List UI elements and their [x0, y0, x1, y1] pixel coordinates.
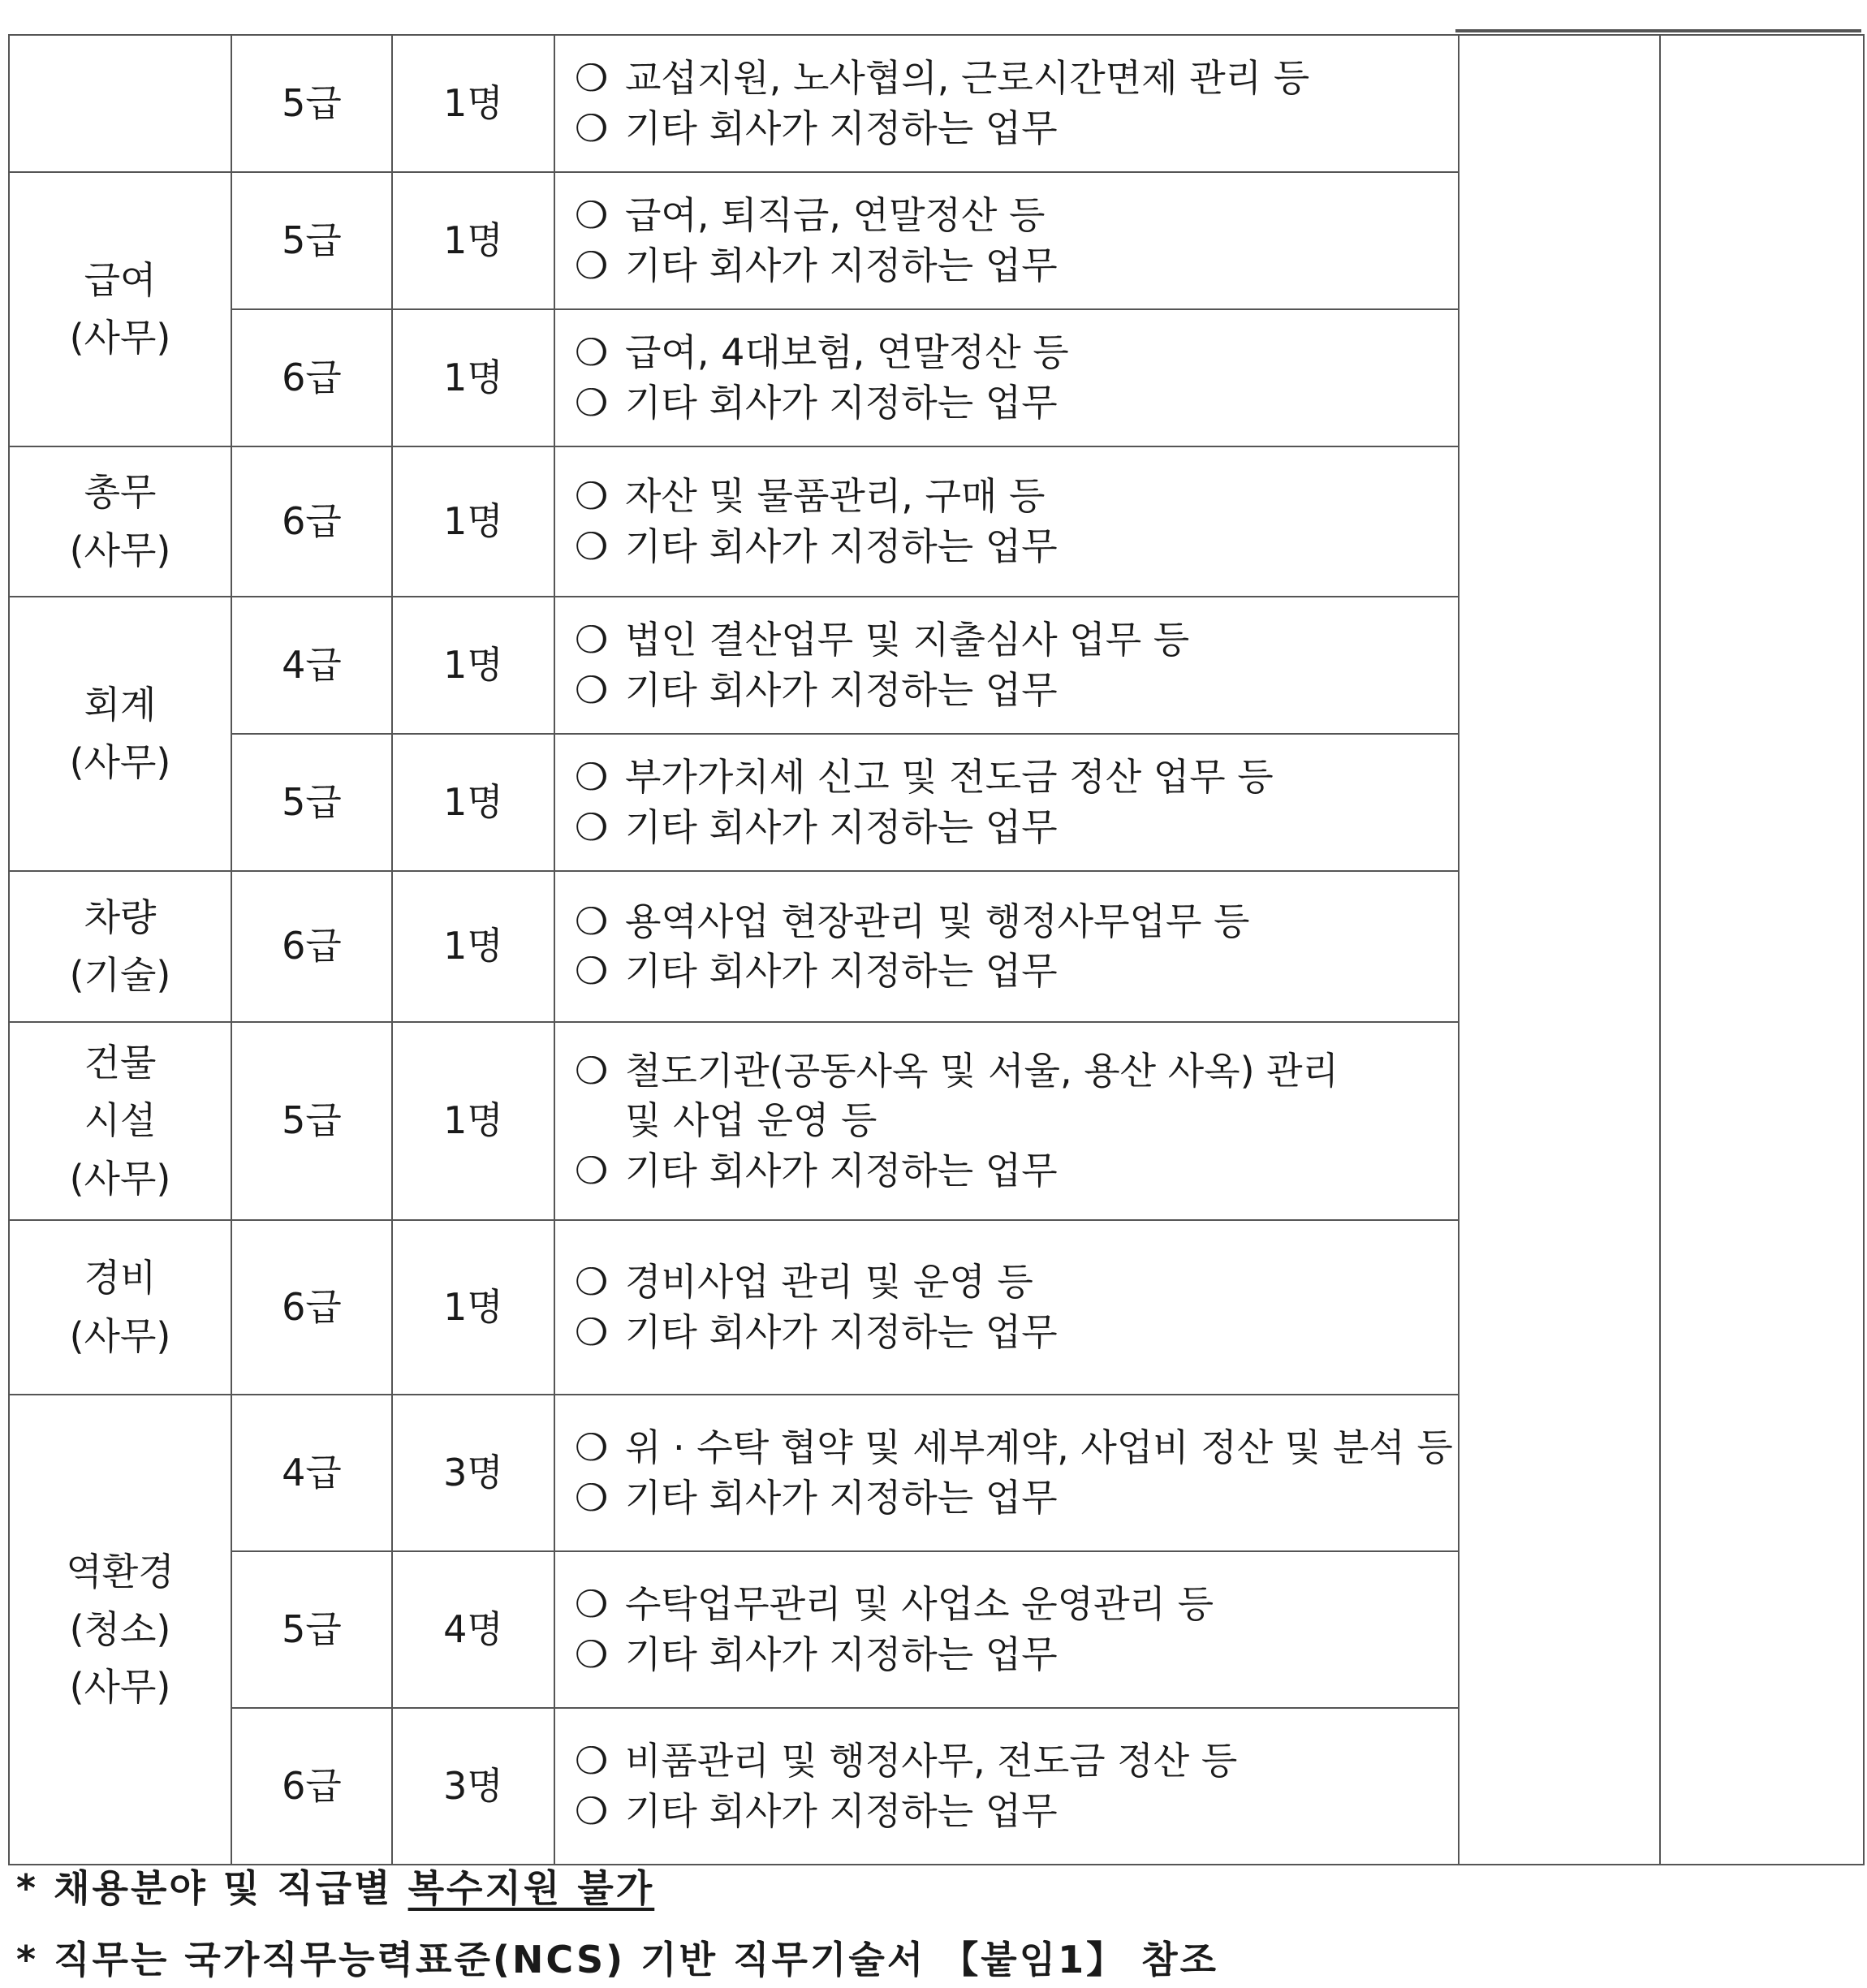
circle-bullet-icon: ❍ [575, 106, 609, 150]
field-cell [9, 35, 231, 172]
grade-cell: 6급 [231, 309, 392, 446]
duty-text: 기타 회사가 지정하는 업무 [625, 1788, 1058, 1833]
duty-cell [554, 1708, 1459, 1865]
note-emphasis: 복수지원 불가 [407, 1866, 655, 1910]
grade-cell: 6급 [231, 446, 392, 597]
duty-item [575, 106, 1438, 151]
field-label-line: 총무 [84, 470, 157, 515]
field-label-line: (기술) [69, 953, 171, 997]
duty-item [575, 949, 1438, 994]
duty-item [575, 1260, 1438, 1304]
blank-column-cell [1660, 35, 1864, 1865]
circle-bullet-icon: ❍ [575, 474, 609, 519]
duty-cell [554, 1220, 1459, 1395]
duty-item [575, 1310, 1438, 1355]
duty-cell [554, 871, 1459, 1022]
duty-item [575, 1582, 1438, 1627]
circle-bullet-icon: ❍ [575, 755, 609, 800]
headcount-cell: 1명 [392, 734, 554, 871]
circle-bullet-icon: ❍ [575, 1425, 609, 1470]
duty-text: 및 사업 운영 등 [625, 1098, 877, 1143]
duty-item [575, 1476, 1438, 1520]
duty-item [575, 474, 1438, 519]
headcount-cell: 1명 [392, 446, 554, 597]
circle-bullet-icon: ❍ [575, 1148, 609, 1192]
duty-cell [554, 1395, 1459, 1551]
blank-column-cell [1459, 35, 1660, 1865]
duty-cell [554, 597, 1459, 734]
duty-cell [554, 172, 1459, 309]
field-label-line: (청소) [69, 1606, 171, 1651]
duty-text: 급여, 4대보험, 연말정산 등 [625, 330, 1069, 375]
duty-cell [554, 35, 1459, 172]
field-label-line: 시설 [84, 1098, 157, 1143]
duty-item [575, 618, 1438, 662]
circle-bullet-icon: ❍ [575, 804, 609, 849]
circle-bullet-icon: ❍ [575, 56, 609, 101]
headcount-cell: 1명 [392, 35, 554, 172]
duty-text: 기타 회사가 지정하는 업무 [625, 243, 1058, 287]
field-cell [9, 446, 231, 597]
duty-text: 비품관리 및 행정사무, 전도금 정산 등 [625, 1739, 1238, 1783]
field-cell [9, 1022, 231, 1220]
duty-item [575, 1098, 1438, 1143]
field-cell [9, 1220, 231, 1395]
headcount-cell: 1명 [392, 871, 554, 1022]
circle-bullet-icon: ❍ [575, 243, 609, 287]
circle-bullet-icon: ❍ [575, 1739, 609, 1783]
field-label-line: 회계 [84, 682, 157, 727]
duty-text: 법인 결산업무 및 지출심사 업무 등 [625, 618, 1190, 662]
duty-text: 수탁업무관리 및 사업소 운영관리 등 [625, 1582, 1214, 1627]
note-text: * 직무는 국가직무능력표준(NCS) 기반 직무기술서 【붙임1】 참조 [16, 1938, 1219, 1982]
duty-cell [554, 734, 1459, 871]
circle-bullet-icon: ❍ [575, 193, 609, 238]
duty-item [575, 1739, 1438, 1783]
circle-bullet-icon: ❍ [575, 330, 609, 375]
note-ncs-reference [16, 1930, 1218, 1984]
field-label-line: (사무) [69, 1156, 171, 1201]
field-label-line: 역환경 [66, 1549, 175, 1593]
grade-cell: 5급 [231, 1551, 392, 1708]
field-cell [9, 597, 231, 871]
headcount-cell: 3명 [392, 1395, 554, 1551]
duty-cell [554, 309, 1459, 446]
duty-text: 자산 및 물품관리, 구매 등 [625, 474, 1046, 519]
headcount-cell: 4명 [392, 1551, 554, 1708]
duty-cell [554, 1551, 1459, 1708]
circle-bullet-icon: ❍ [575, 524, 609, 568]
duty-item [575, 1049, 1438, 1093]
table-row [9, 35, 1864, 172]
circle-bullet-icon: ❍ [575, 949, 609, 993]
note-multiple-application [16, 1859, 654, 1913]
grade-cell: 5급 [231, 1022, 392, 1220]
duty-item [575, 193, 1438, 238]
duty-text: 교섭지원, 노사협의, 근로시간면제 관리 등 [625, 56, 1310, 101]
circle-bullet-icon: ❍ [575, 380, 609, 425]
duty-cell [554, 1022, 1459, 1220]
grade-cell: 6급 [231, 1220, 392, 1395]
duty-text: 철도기관(공동사옥 및 서울, 용산 사옥) 관리 [625, 1049, 1339, 1093]
duty-text: 부가가치세 신고 및 전도금 정산 업무 등 [625, 755, 1274, 800]
duty-cell [554, 446, 1459, 597]
duty-item [575, 330, 1438, 375]
field-label-line: (사무) [69, 316, 171, 360]
field-cell [9, 1395, 231, 1865]
field-cell [9, 871, 231, 1022]
circle-bullet-icon: ❍ [575, 1049, 609, 1093]
grade-cell: 6급 [231, 1708, 392, 1865]
duty-text: 기타 회사가 지정하는 업무 [625, 1632, 1058, 1676]
duty-item [575, 755, 1438, 800]
duty-item [575, 56, 1438, 101]
duty-item [575, 381, 1438, 425]
duty-item [575, 1632, 1438, 1677]
duty-item [575, 524, 1438, 569]
recruitment-table [8, 34, 1865, 1865]
field-label-line: (사무) [69, 1313, 171, 1358]
circle-bullet-icon: ❍ [575, 1309, 609, 1354]
field-label-line: (사무) [69, 740, 171, 784]
field-label-line: 경비 [84, 1256, 157, 1300]
duty-text: 기타 회사가 지정하는 업무 [625, 524, 1058, 568]
grade-cell: 6급 [231, 871, 392, 1022]
duty-text: 급여, 퇴직금, 연말정산 등 [625, 193, 1046, 238]
field-label-line: 급여 [84, 257, 157, 302]
field-label-line: (사무) [69, 1665, 171, 1710]
duty-item [575, 244, 1438, 288]
circle-bullet-icon: ❍ [575, 1788, 609, 1833]
duty-text: 기타 회사가 지정하는 업무 [625, 380, 1058, 425]
top-double-rule [1455, 29, 1861, 32]
circle-bullet-icon: ❍ [575, 1632, 609, 1676]
field-label-line: (사무) [69, 528, 171, 572]
circle-bullet-icon: ❍ [575, 1475, 609, 1520]
duty-item [575, 805, 1438, 850]
duty-text: 기타 회사가 지정하는 업무 [625, 804, 1058, 849]
duty-text: 기타 회사가 지정하는 업무 [625, 667, 1058, 712]
circle-bullet-icon: ❍ [575, 667, 609, 712]
headcount-cell: 1명 [392, 597, 554, 734]
field-cell [9, 172, 231, 446]
grade-cell: 5급 [231, 172, 392, 309]
note-text: * 채용분야 및 직급별 [16, 1866, 408, 1910]
duty-text: 기타 회사가 지정하는 업무 [625, 1309, 1058, 1354]
duty-text: 위 · 수탁 협약 및 세부계약, 사업비 정산 및 분석 등 [625, 1425, 1453, 1470]
duty-text: 기타 회사가 지정하는 업무 [625, 1148, 1058, 1192]
headcount-cell: 3명 [392, 1708, 554, 1865]
circle-bullet-icon: ❍ [575, 899, 609, 943]
duty-text: 기타 회사가 지정하는 업무 [625, 1475, 1058, 1520]
duty-text: 경비사업 관리 및 운영 등 [625, 1260, 1033, 1304]
duty-text: 용역사업 현장관리 및 행정사무업무 등 [625, 899, 1250, 943]
duty-item [575, 1789, 1438, 1834]
duty-item [575, 668, 1438, 713]
grade-cell: 5급 [231, 734, 392, 871]
field-label-line: 건물 [84, 1041, 157, 1085]
duty-item [575, 1149, 1438, 1193]
circle-bullet-icon: ❍ [575, 618, 609, 662]
circle-bullet-icon: ❍ [575, 1582, 609, 1627]
grade-cell: 4급 [231, 1395, 392, 1551]
duty-text: 기타 회사가 지정하는 업무 [625, 106, 1058, 150]
grade-cell: 5급 [231, 35, 392, 172]
circle-bullet-icon: ❍ [575, 1260, 609, 1304]
headcount-cell: 1명 [392, 1220, 554, 1395]
field-label-line: 차량 [84, 895, 157, 939]
headcount-cell: 1명 [392, 309, 554, 446]
duty-item [575, 1425, 1453, 1470]
headcount-cell: 1명 [392, 1022, 554, 1220]
duty-text: 기타 회사가 지정하는 업무 [625, 949, 1058, 993]
duty-item [575, 899, 1438, 944]
headcount-cell: 1명 [392, 172, 554, 309]
grade-cell: 4급 [231, 597, 392, 734]
